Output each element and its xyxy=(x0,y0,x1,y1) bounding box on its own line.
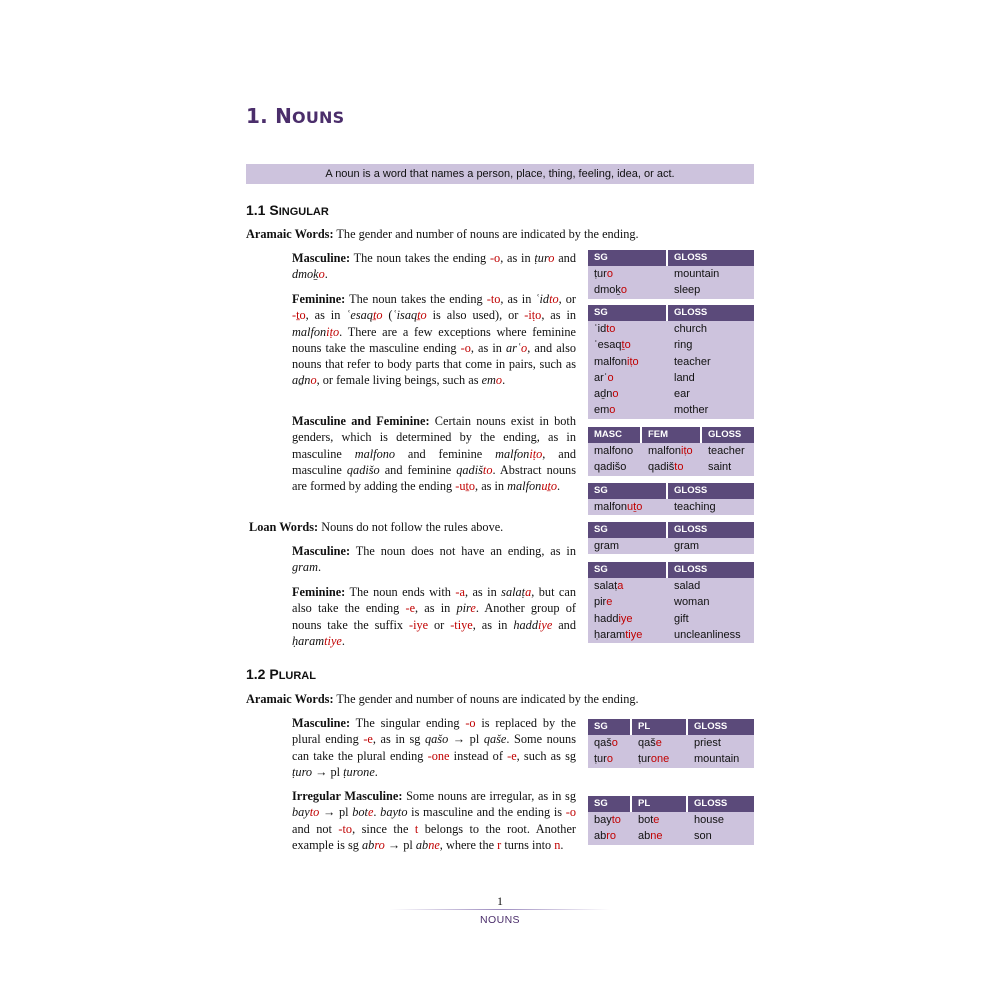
table-header: GLOSS xyxy=(668,522,754,538)
table-header: SG xyxy=(588,483,668,499)
table-row: ʿesaqṯo ring xyxy=(588,337,754,353)
table-row: aḏno ear xyxy=(588,386,754,402)
table-row: dmoḵo sleep xyxy=(588,282,754,298)
aramaic-words-plural-intro: Aramaic Words: The gender and number of nouns are indicated by the ending. xyxy=(246,692,639,706)
table-header: FEM xyxy=(642,427,702,443)
aramaic-words-intro: Aramaic Words: The gender and number of nouns are indicated by the ending. xyxy=(246,227,639,241)
table-masc-singular xyxy=(588,250,754,299)
section-heading-plural: 1.2 PLURAL xyxy=(246,666,316,682)
feminine-singular-paragraph: Feminine: The noun takes the ending -to, as in ʿidto, or -ṯo, as in ʿesaqṯo (ʿisaqṯo is also used), or -iṭo, as in malfoniṭo. There are a few exceptions where feminine nouns take the masculine ending -o, as in arʿo, and also nouns that refer to body parts that come in pairs, such as aḏno, or female living beings, such as emo. xyxy=(292,292,577,388)
table-header: GLOSS xyxy=(688,796,754,812)
table-row: malfonuṯo teaching xyxy=(588,499,754,515)
table-row: gram gram xyxy=(588,538,754,554)
table-loan-masc xyxy=(588,522,754,554)
running-footer-title: NOUNS xyxy=(480,914,520,926)
table-header: SG xyxy=(588,522,668,538)
table-row: malfono malfoniṭo teacher xyxy=(588,443,754,459)
page-number: 1 xyxy=(497,894,503,908)
table-row: qadišo qadišto saint xyxy=(588,459,754,475)
table-header: GLOSS xyxy=(668,483,754,499)
table-row: qašo qaše priest xyxy=(588,735,754,751)
table-loan-fem xyxy=(588,562,754,643)
table-header: SG xyxy=(588,305,668,321)
chapter-title: 1. NOUNS xyxy=(246,104,345,128)
masculine-singular-paragraph: Masculine: The noun takes the ending -o, as in ṭuro and dmoḵo. xyxy=(292,251,576,282)
table-masc-fem xyxy=(588,427,754,476)
section-heading-singular: 1.1 SINGULAR xyxy=(246,202,329,218)
irregular-masculine-paragraph: Irregular Masculine: Some nouns are irregular, as in sg bayto → pl bote. bayto is masculine and the ending is -o and not -to, since the t belongs to the root. Another example is sg abro → pl abne, where the r turns into n. xyxy=(292,789,576,852)
table-row: ṭuro mountain xyxy=(588,266,754,282)
loan-words-intro: Loan Words: Nouns do not follow the rules above. xyxy=(249,520,504,534)
table-header: SG xyxy=(588,562,668,578)
table-row: malfoniṭo teacher xyxy=(588,354,754,370)
table-header: GLOSS xyxy=(668,562,754,578)
table-header: GLOSS xyxy=(702,427,754,443)
table-row: haddiye gift xyxy=(588,611,754,627)
table-header: GLOSS xyxy=(668,250,754,266)
table-fem-singular xyxy=(588,305,754,419)
table-row: ʿidto church xyxy=(588,321,754,337)
masc-fem-paragraph: Masculine and Feminine: Certain nouns exist in both genders, which is determined by the ending, as in masculine malfono and feminine malfoniṭo, and masculine qadišo and feminine qadišto. Abstract nouns are formed by adding the ending -uṯo, as in malfonuṯo. xyxy=(292,414,577,494)
loan-masculine-paragraph: Masculine: The noun does not have an ending, as in gram. xyxy=(292,544,576,575)
table-header: GLOSS xyxy=(688,719,754,735)
table-row: salaṭa salad xyxy=(588,578,754,594)
table-row: arʿo land xyxy=(588,370,754,386)
masculine-plural-paragraph: Masculine: The singular ending -o is replaced by the plural ending -e, as in sg qašo → pl qaše. Some nouns can take the plural ending -one instead of -e, such as sg ṭuro → pl ṭurone. xyxy=(292,716,577,779)
table-header: PL xyxy=(632,796,688,812)
definition-box: A noun is a word that names a person, place, thing, feeling, idea, or act. xyxy=(246,164,754,184)
footer-divider xyxy=(390,909,610,910)
table-row: ṭuro ṭurone mountain xyxy=(588,751,754,767)
table-header: MASC xyxy=(588,427,642,443)
table-row: emo mother xyxy=(588,402,754,418)
table-row: pire woman xyxy=(588,594,754,610)
loan-feminine-paragraph: Feminine: The noun ends with -a, as in salaṭa, but can also take the ending -e, as in pire. Another group of nouns take the suffix -iye or -tiye, as in haddiye and ḥaramtiye. xyxy=(292,585,576,648)
table-header: GLOSS xyxy=(668,305,754,321)
table-row: ḥaramtiye uncleanliness xyxy=(588,627,754,643)
table-row: bayto bote house xyxy=(588,812,754,828)
table-row: abro abne son xyxy=(588,828,754,844)
table-masc-plural xyxy=(588,719,754,768)
table-header: PL xyxy=(632,719,688,735)
table-header: SG xyxy=(588,250,668,266)
table-header: SG xyxy=(588,719,632,735)
table-irregular-plural xyxy=(588,796,754,845)
table-abstract xyxy=(588,483,754,515)
table-header: SG xyxy=(588,796,632,812)
